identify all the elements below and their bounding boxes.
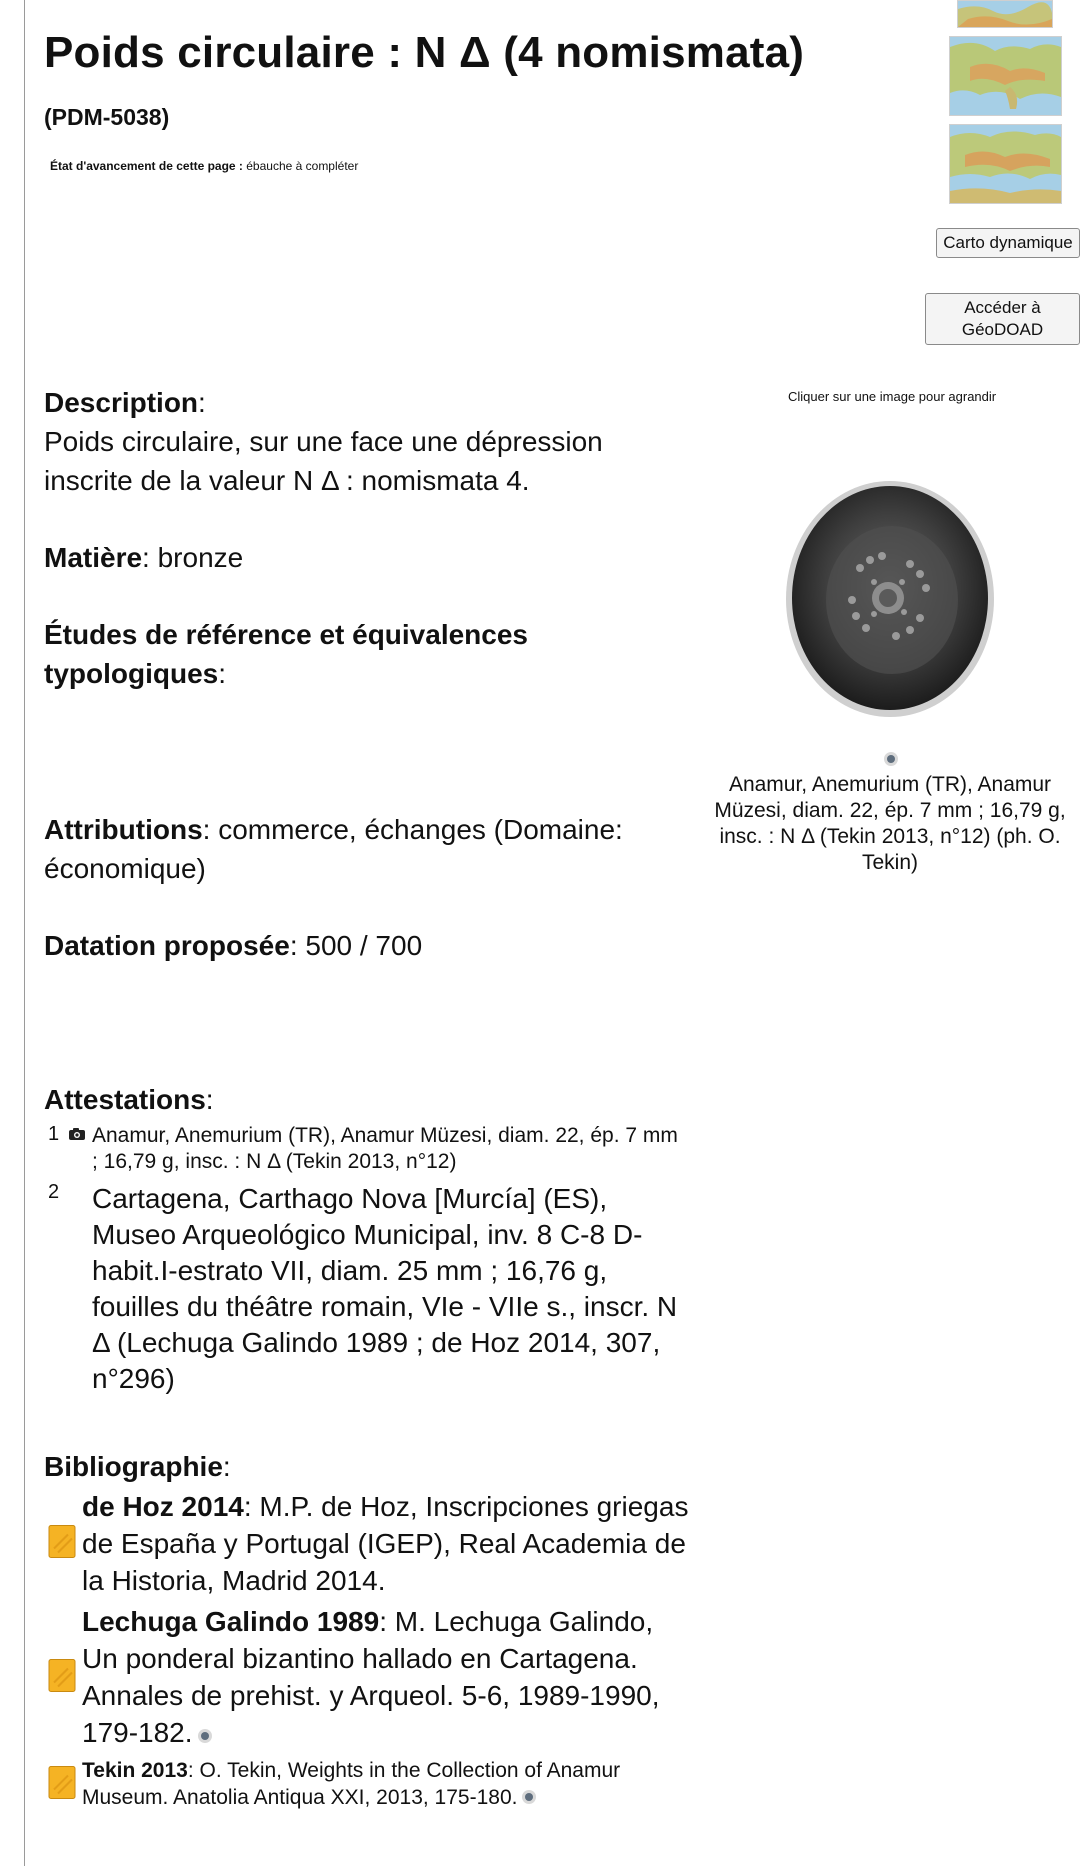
attach-icon[interactable] xyxy=(883,751,899,772)
etudes-section: Études de référence et équivalences typologiques: xyxy=(44,619,528,689)
status-value: ébauche à compléter xyxy=(242,159,359,173)
camera-icon[interactable] xyxy=(68,1127,86,1146)
attestation-number: 2 xyxy=(48,1181,60,1203)
etudes-label: Études de référence et équivalences typologiques xyxy=(44,619,528,689)
carto-dynamique-button[interactable]: Carto dynamique xyxy=(936,228,1080,258)
attach-icon[interactable] xyxy=(197,1716,213,1753)
datation-label: Datation proposée xyxy=(44,930,290,961)
matiere-value: bronze xyxy=(157,542,244,573)
attributions-label: Attributions xyxy=(44,814,203,845)
bibliography-item xyxy=(44,1603,694,1753)
attestation-item xyxy=(44,1123,684,1175)
camera-icon-svg xyxy=(68,1127,86,1141)
status-label: État d'avancement de cette page : xyxy=(50,159,243,173)
coin-photo[interactable] xyxy=(770,478,1010,723)
matiere-section: Matière: bronze xyxy=(44,542,244,573)
map-icon xyxy=(950,125,1061,203)
bibliography-text: Lechuga Galindo 1989: M. Lechuga Galindo, Un ponderal bizantino hallado en Cartagena. Annales de prehist. y Arqueol. 5-6, 1989-1990, 179-182. xyxy=(82,1603,694,1753)
image-hint: Cliquer sur une image pour agrandir xyxy=(788,389,997,404)
map-icon xyxy=(958,1,1052,27)
geodoad-button[interactable] xyxy=(925,293,1080,345)
attestation-item xyxy=(44,1181,684,1397)
description-label: Description xyxy=(44,387,199,418)
bibliography-ref: M.P. de Hoz, Inscripciones griegas de España y Portugal (IGEP), Real Academia de la Historia, Madrid 2014. xyxy=(82,1491,689,1596)
attributions-section: Attributions: commerce, échanges (Domaine: économique) xyxy=(44,814,623,884)
attach-icon-svg xyxy=(883,751,899,767)
description-text: Poids circulaire, sur une face une dépression inscrite de la valeur N Δ : nomismata 4. xyxy=(44,426,603,496)
book-icon[interactable] xyxy=(48,1659,76,1698)
bibliography-item xyxy=(44,1757,694,1812)
book-icon-svg xyxy=(48,1765,76,1799)
book-icon[interactable] xyxy=(48,1765,76,1804)
image-caption: Anamur, Anemurium (TR), Anamur Müzesi, diam. 22, ép. 7 mm ; 16,79 g, insc. : N Δ (Tekin 2013, n°12) (ph. O. Tekin) xyxy=(714,773,1066,874)
book-icon[interactable] xyxy=(48,1524,76,1563)
attach-icon-svg xyxy=(197,1728,213,1744)
bibliographie-list xyxy=(44,1488,694,1816)
attach-icon[interactable] xyxy=(521,1785,537,1812)
datation-section: Datation proposée: 500 / 700 xyxy=(44,930,423,961)
book-icon-svg xyxy=(48,1659,76,1693)
description-section: Description: Poids circulaire, sur une face une dépression inscrite de la valeur N Δ : nomismata 4. xyxy=(44,387,603,496)
bibliographie-heading: Bibliographie: xyxy=(44,1451,231,1482)
matiere-label: Matière xyxy=(44,542,143,573)
attestation-number: 1 xyxy=(48,1123,60,1145)
attributions-value: commerce, échanges (Domaine: économique) xyxy=(44,814,623,884)
geodoad-button-line2: GéoDOAD xyxy=(961,320,1044,339)
datation-value: 500 / 700 xyxy=(305,930,423,961)
attestations-label: Attestations xyxy=(44,1084,206,1115)
map-thumbnail-1[interactable] xyxy=(957,0,1053,28)
coin-image-icon xyxy=(770,478,1010,718)
attestations-heading: Attestations: xyxy=(44,1084,214,1115)
attestation-text: Anamur, Anemurium (TR), Anamur Müzesi, diam. 22, ép. 7 mm ; 16,79 g, insc. : N Δ (Tekin 2013, n°12) xyxy=(92,1124,678,1173)
page-code: (PDM-5038) xyxy=(44,104,170,130)
bibliography-text: Tekin 2013: O. Tekin, Weights in the Collection of Anamur Museum. Anatolia Antiqua XXI, 2013, 175-180. xyxy=(82,1757,694,1812)
bibliography-ref: O. Tekin, Weights in the Collection of Anamur Museum. Anatolia Antiqua XXI, 2013, 175-180. xyxy=(82,1759,621,1810)
bibliography-item xyxy=(44,1488,694,1599)
geodoad-button-line1: Accéder à xyxy=(964,298,1041,317)
bibliography-text: de Hoz 2014: M.P. de Hoz, Inscripciones griegas de España y Portugal (IGEP), Real Academia de la Historia, Madrid 2014. xyxy=(82,1491,689,1596)
attestations-list xyxy=(44,1123,684,1403)
bibliography-key: Tekin 2013 xyxy=(82,1759,188,1783)
map-thumbnail-2[interactable] xyxy=(949,36,1062,116)
attestation-text: Cartagena, Carthago Nova [Murcía] (ES), Museo Arqueológico Municipal, inv. 8 C-8 D-habit.I-estrato VII, diam. 25 mm ; 16,76 g, fouilles du théâtre romain, VIe - VIIe s., inscr. N Δ (Lechuga Galindo 1989 ; de Hoz 2014, 307, n°296) xyxy=(92,1183,678,1394)
bibliography-key: Lechuga Galindo 1989 xyxy=(82,1606,380,1637)
page-left-rule xyxy=(24,0,25,1866)
page-title: Poids circulaire : N Δ (4 nomismata) xyxy=(44,28,805,77)
page-status xyxy=(50,159,358,173)
bibliography-key: de Hoz 2014 xyxy=(82,1491,244,1522)
bibliographie-label: Bibliographie xyxy=(44,1451,223,1482)
book-icon-svg xyxy=(48,1524,76,1558)
map-thumbnail-3[interactable] xyxy=(949,124,1062,204)
attach-icon-svg xyxy=(521,1789,537,1805)
bibliography-ref: M. Lechuga Galindo, Un ponderal bizantino hallado en Cartagena. Annales de prehist. y Arqueol. 5-6, 1989-1990, 179-182. xyxy=(82,1606,660,1748)
map-icon xyxy=(950,37,1061,115)
